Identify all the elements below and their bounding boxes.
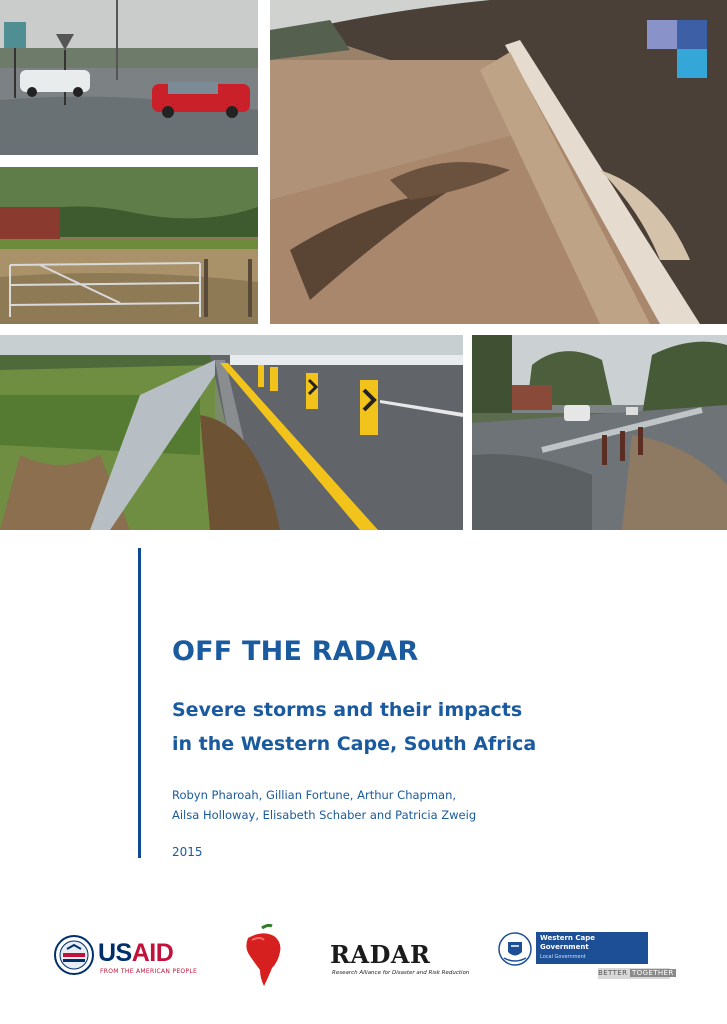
decorative-squares: [647, 20, 707, 78]
accent-rule: [138, 548, 141, 858]
wc-name-line-2: Government: [540, 943, 589, 951]
publication-year: 2015: [172, 845, 203, 859]
better-word: BETTER: [598, 969, 628, 977]
western-cape-logo: [498, 932, 673, 982]
together-word: TOGETHER: [631, 969, 674, 977]
usaid-logo: [54, 935, 204, 977]
radar-wordmark: RADAR: [330, 940, 431, 969]
radar-logo: [330, 940, 470, 980]
photo-flooded-bridge: [472, 335, 727, 530]
usaid-us: US: [98, 939, 132, 967]
subtitle-line-2: in the Western Cape, South Africa: [172, 733, 537, 755]
western-cape-crest-icon: [498, 932, 532, 966]
subtitle-line-1: Severe storms and their impacts: [172, 699, 523, 721]
western-cape-name: [540, 934, 595, 952]
wc-name-line-1: Western Cape: [540, 934, 595, 942]
radar-tagline: Research Alliance for Disaster and Risk Reduction: [332, 970, 470, 976]
report-subtitle: [172, 693, 536, 761]
usaid-aid: AID: [131, 939, 174, 967]
africa-chili-logo: [238, 922, 286, 988]
photo-collapsed-road: [0, 335, 463, 530]
usaid-wordmark: [98, 939, 173, 968]
authors-line-2: Ailsa Holloway, Elisabeth Schaber and Patricia Zweig: [172, 808, 477, 822]
authors-line-1: Robyn Pharoah, Gillian Fortune, Arthur Chapman,: [172, 788, 457, 802]
western-cape-subtitle: Local Government: [540, 954, 586, 960]
photo-flooded-field: [0, 167, 258, 324]
usaid-tagline: FROM THE AMERICAN PEOPLE: [100, 968, 198, 975]
report-title: OFF THE RADAR: [172, 636, 419, 667]
photo-flooded-street: [0, 0, 258, 155]
africa-pepper-icon: [238, 922, 286, 988]
better-together-tag: [598, 968, 674, 979]
authors: [172, 785, 476, 825]
usaid-seal-icon: [54, 935, 94, 975]
